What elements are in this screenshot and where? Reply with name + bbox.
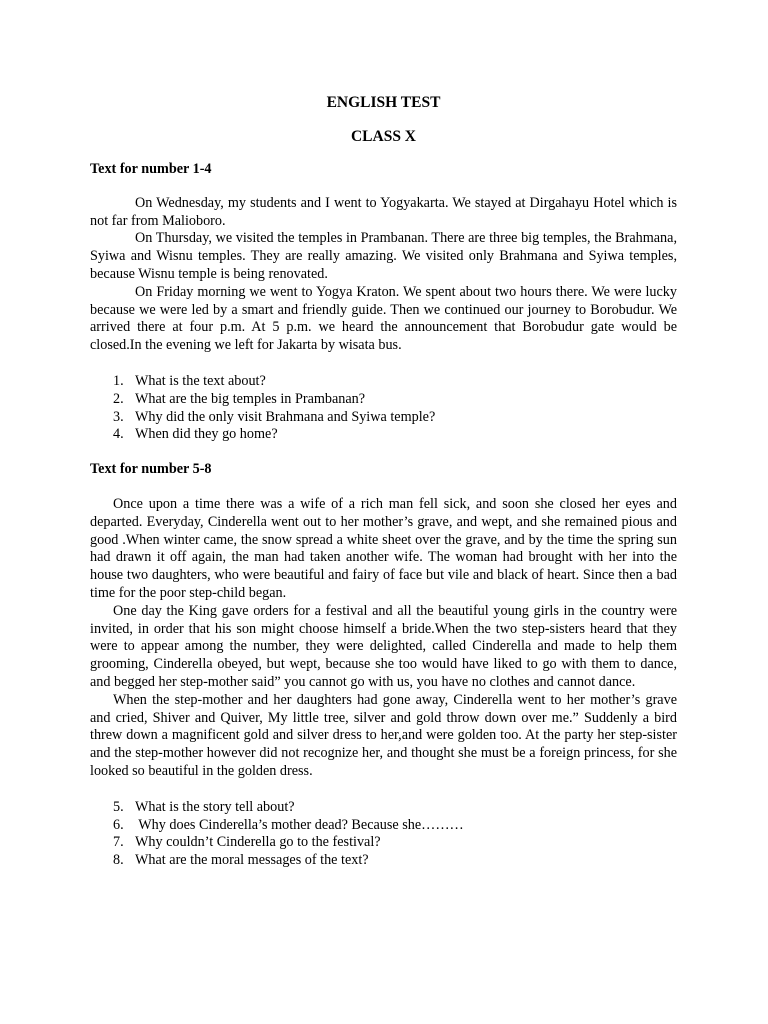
question-text: What is the story tell about? [135, 798, 295, 815]
question-text: Why couldn’t Cinderella go to the festival? [135, 834, 381, 851]
question-number: 7. [113, 834, 124, 851]
question-item [90, 799, 677, 817]
question-text: When did they go home? [135, 426, 278, 443]
question-number: 4. [113, 426, 124, 443]
section1-paragraph: On Friday morning we went to Yogya Kraton. We spent about two hours there. We were lucky because we were led by a smart and friendly guide. Then we continued our journey to Borobudur. We arrived there at four p.m. At 5 p.m. we heard the announcement that Borobudur gate would be closed.In the evening we left for Jakarta by wisata bus. [90, 283, 677, 354]
question-item [90, 852, 677, 870]
question-item [90, 373, 677, 391]
question-text: Why does Cinderella’s mother dead? Because she……… [135, 816, 464, 833]
document-body [90, 93, 677, 870]
question-item [90, 426, 677, 444]
section2-paragraph: One day the King gave orders for a festival and all the beautiful young girls in the country were invited, in order that his son might choose himself a bride.When the two step-sisters heard that they were to appear among the number, they were delighted, called Cinderella and made to help them grooming, Cinderella obeyed, but wept, because she too would have liked to go with them to dance, and begged her step-mother said” you cannot go with us, you have no clothes and cannot dance. [90, 602, 677, 690]
question-text: What are the big temples in Prambanan? [135, 390, 366, 407]
question-number: 3. [113, 408, 124, 425]
page-subtitle: CLASS X [350, 128, 417, 145]
question-item [90, 817, 677, 835]
section1-heading: Text for number 1-4 [90, 161, 212, 177]
section2-heading: Text for number 5-8 [90, 461, 212, 478]
question-text: Why did the only visit Brahmana and Syiwa temple? [135, 408, 436, 425]
question-text: What is the text about? [135, 372, 266, 389]
section2-text [90, 496, 677, 781]
section1-paragraph: On Wednesday, my students and I went to Yogyakarta. We stayed at Dirgahayu Hotel which is not far from Malioboro. [90, 194, 677, 229]
question-item [90, 409, 677, 427]
page-title: ENGLISH TEST [326, 94, 441, 111]
question-number: 2. [113, 390, 124, 407]
question-number: 1. [113, 372, 124, 389]
section2-paragraph: When the step-mother and her daughters had gone away, Cinderella went to her mother’s grave and cried, Shiver and Quiver, My little tree, silver and gold throw down over me.” Suddenly a bird threw down a magnificent gold and silver dress to her,and were golden too. At the party her step-sister and the step-mother however did not recognize her, and thought she must be a foreign princess, for she looked so beautiful in the golden dress. [90, 691, 677, 779]
question-number: 6. [113, 816, 124, 833]
section2-paragraph: Once upon a time there was a wife of a rich man fell sick, and soon she closed her eyes and departed. Everyday, Cinderella went out to her mother’s grave, and wept, and she remained pious and good .When winter came, the snow spread a white sheet over the grave, and by the time the spring sun had drawn it off again, the man had taken another wife. The woman had brought with her into the house two daughters, who were beautiful and fairy of face but vile and black of heart. Since then a bad time for the poor step-child began. [90, 495, 677, 601]
section1-questions [90, 373, 677, 444]
question-item [90, 391, 677, 409]
section2-questions [90, 799, 677, 870]
question-text: What are the moral messages of the text? [135, 852, 369, 869]
question-number: 8. [113, 852, 124, 869]
question-number: 5. [113, 798, 124, 815]
section1-paragraph: On Thursday, we visited the temples in Prambanan. There are three big temples, the Brahmana, Syiwa and Wisnu temples. They are really amazing. We visited only Brahmana and Syiwa temples, because Wisnu temple is being renovated. [90, 230, 677, 282]
section1-text [90, 195, 677, 355]
question-item [90, 834, 677, 852]
